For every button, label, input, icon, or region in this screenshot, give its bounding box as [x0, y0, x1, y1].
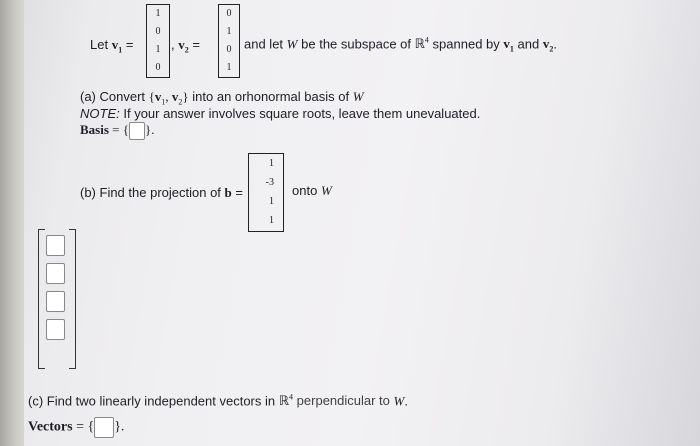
part-a-prompt	[80, 89, 364, 107]
R4-symbol: ℝ$^4$	[278, 393, 294, 409]
set-open: = {	[76, 419, 95, 435]
v1-entry: 1	[155, 8, 161, 19]
let-label	[90, 37, 133, 55]
v2-vector	[218, 4, 240, 78]
note-line	[80, 106, 480, 121]
basis-answer-row	[80, 122, 154, 140]
onto-W	[292, 183, 332, 199]
onto-text: onto	[292, 183, 318, 198]
period: .	[404, 393, 408, 409]
set-close: }.	[114, 419, 125, 435]
let-text: Let	[90, 37, 109, 52]
equals-sign: =	[235, 185, 243, 200]
b-symbol: b	[224, 185, 232, 200]
spanned-by-text: spanned by	[432, 36, 500, 52]
W-symbol: W	[352, 89, 364, 104]
b-entry: 1	[269, 157, 274, 169]
v2-entry: 1	[226, 62, 232, 73]
basis-answer-input[interactable]	[129, 122, 145, 140]
v2-entry: 0	[226, 44, 232, 55]
v2-symbol: $v_2$	[178, 37, 189, 55]
v2-entry: 1	[226, 26, 232, 37]
v1-symbol: $v_1$	[503, 36, 514, 54]
and-let-text: and let	[244, 36, 284, 52]
vectors-answer-row	[28, 417, 124, 438]
perpendicular-text: perpendicular to	[296, 393, 390, 409]
b-vector	[248, 153, 284, 232]
W-symbol: W	[393, 393, 405, 409]
v1-entry: 0	[155, 26, 161, 37]
projection-entry-4-input[interactable]	[46, 319, 65, 340]
v1-entries	[146, 5, 170, 77]
W-symbol: W	[286, 36, 298, 52]
v2-label	[171, 37, 200, 55]
v2-entries	[218, 5, 240, 77]
comma: ,	[171, 37, 175, 52]
part-a-label: (a) Convert	[80, 89, 146, 104]
v1-symbol: $v_1$	[111, 37, 123, 55]
v1-entry: 0	[155, 62, 161, 73]
vectors-answer-input[interactable]	[94, 417, 114, 438]
projection-entry-3-input[interactable]	[46, 291, 65, 312]
subspace-statement: and let W be the subspace of ℝ$^4$ spanned by $v_1$ and $v_2$.	[244, 36, 557, 54]
projection-cells	[46, 235, 65, 340]
b-entry: 1	[269, 196, 274, 208]
note-label: NOTE:	[80, 106, 120, 121]
set-open: = {	[112, 122, 129, 137]
equals-sign: =	[125, 37, 134, 52]
part-c-prompt	[28, 393, 408, 409]
vector-set: {$v_1$, $v_2$}	[148, 89, 189, 107]
b-entries	[248, 154, 284, 231]
left-edge-shadow	[0, 0, 24, 446]
note-text: If your answer involves square roots, leave them unevaluated.	[123, 106, 481, 121]
part-b-prompt	[80, 185, 243, 201]
v2-entry: 0	[226, 8, 232, 19]
right-bracket	[69, 229, 76, 369]
basis-label: Basis	[80, 122, 109, 137]
v1-vector	[146, 4, 170, 78]
projection-answer-matrix	[38, 229, 76, 369]
b-entry: -3	[265, 176, 274, 188]
b-entry: 1	[269, 215, 274, 227]
v1-entry: 1	[155, 44, 161, 55]
subspace-text: be the subspace of	[301, 36, 411, 52]
projection-entry-1-input[interactable]	[46, 235, 65, 256]
into-basis-text: into an orhonormal basis of	[192, 89, 350, 104]
equals-sign: =	[192, 37, 200, 52]
left-bracket	[38, 229, 45, 369]
part-c-label: (c) Find two linearly independent vectors in	[28, 393, 276, 409]
projection-entry-2-input[interactable]	[46, 263, 65, 284]
W-symbol: W	[320, 183, 332, 198]
R4-symbol: ℝ$^4$	[414, 36, 429, 52]
vectors-label: Vectors	[28, 419, 73, 435]
v2-symbol: $v_2$	[542, 36, 554, 54]
and-text: and	[517, 36, 540, 52]
part-b-label: (b) Find the projection of	[80, 185, 221, 200]
set-close: }.	[144, 122, 155, 137]
